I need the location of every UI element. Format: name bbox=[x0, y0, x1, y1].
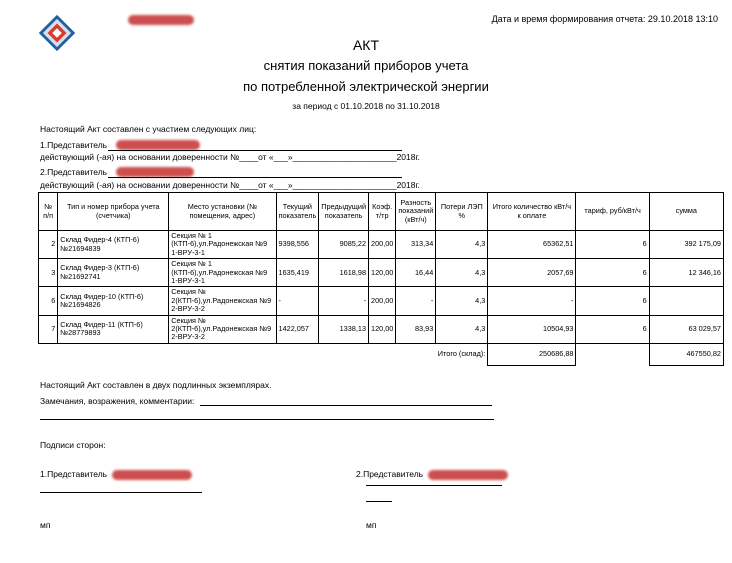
total-label: Итого (склад): bbox=[437, 349, 486, 359]
cell-total: - bbox=[488, 287, 576, 315]
table-row bbox=[39, 315, 724, 343]
document-title: АКТ bbox=[352, 37, 380, 53]
cell-coef: 200,00 bbox=[369, 287, 396, 315]
cell-diff: 313,34 bbox=[396, 231, 436, 259]
total-sum: 467550,82 bbox=[649, 343, 723, 365]
cell-place: Секция № 1 (КТП-6),ул.Радонежская №9 1-ВРУ-3-1 bbox=[169, 231, 276, 259]
cell-current: 9398,556 bbox=[276, 231, 319, 259]
rep1-basis: действующий (-ая) на основании доверенности №____от «___»______________________2018г. bbox=[40, 152, 420, 162]
cell-tariff: 6 bbox=[576, 287, 649, 315]
col-header-number: № п/п bbox=[39, 193, 58, 231]
sign-rep2-line-1 bbox=[366, 485, 502, 486]
cell-coef: 120,00 bbox=[369, 315, 396, 343]
cell-loss: 4,3 bbox=[436, 231, 488, 259]
copies-statement: Настоящий Акт составлен в двух подлинных экземплярах. bbox=[40, 380, 272, 390]
meter-readings-table bbox=[38, 192, 724, 366]
total-kwh: 250686,88 bbox=[488, 343, 576, 365]
cell-number: 3 bbox=[39, 259, 58, 287]
remarks-line-1 bbox=[200, 405, 492, 406]
stamp-place-1: мп bbox=[40, 520, 51, 530]
document-subtitle-2: по потребленной электрической энергии bbox=[243, 79, 489, 94]
col-header-coef: Коэф. т/тр bbox=[369, 193, 396, 231]
cell-meter: Склад Фидер-3 (КТП-6) №21692741 bbox=[58, 259, 169, 287]
intro-line: Настоящий Акт составлен с участием следующих лиц: bbox=[40, 124, 257, 134]
document-subtitle-1: снятия показаний приборов учета bbox=[263, 58, 469, 73]
col-header-diff: Разность показаний (кВт/ч) bbox=[396, 193, 436, 231]
cell-place: Секция № 1 (КТП-6),ул.Радонежская №9 1-ВРУ-3-1 bbox=[169, 259, 276, 287]
cell-place: Секция № 2(КТП-6),ул.Радонежская №9 2-ВРУ-3-2 bbox=[169, 287, 276, 315]
cell-number: 2 bbox=[39, 231, 58, 259]
rep2-label: 2.Представитель bbox=[40, 167, 108, 177]
cell-loss: 4,3 bbox=[436, 315, 488, 343]
cell-diff: - bbox=[396, 287, 436, 315]
sign-rep2-line-2 bbox=[366, 501, 392, 502]
redacted-rep1-name bbox=[116, 140, 200, 150]
cell-current: 1635,419 bbox=[276, 259, 319, 287]
redacted-rep2-name bbox=[116, 167, 194, 177]
cell-place: Секция № 2(КТП-6),ул.Радонежская №9 2-ВРУ-3-2 bbox=[169, 315, 276, 343]
cell-previous: 1338,13 bbox=[319, 315, 369, 343]
table-row bbox=[39, 231, 724, 259]
rep1-name-line bbox=[108, 150, 402, 151]
rep2-basis: действующий (-ая) на основании доверенности №____от «___»______________________2018г. bbox=[40, 180, 420, 190]
sign-rep1-line bbox=[40, 492, 202, 493]
cell-current: 1422,057 bbox=[276, 315, 319, 343]
cell-coef: 120,00 bbox=[369, 259, 396, 287]
cell-diff: 83,93 bbox=[396, 315, 436, 343]
report-period: за период с 01.10.2018 по 31.10.2018 bbox=[292, 101, 440, 111]
cell-number: 7 bbox=[39, 315, 58, 343]
cell-previous: - bbox=[319, 287, 369, 315]
cell-loss: 4,3 bbox=[436, 259, 488, 287]
cell-tariff: 6 bbox=[576, 315, 649, 343]
cell-sum bbox=[649, 287, 723, 315]
rep2-name-line bbox=[108, 177, 402, 178]
cell-loss: 4,3 bbox=[436, 287, 488, 315]
col-header-place: Место установки (№ помещения, адрес) bbox=[169, 193, 276, 231]
table-total-row bbox=[39, 343, 724, 365]
cell-previous: 1618,98 bbox=[319, 259, 369, 287]
cell-coef: 200,00 bbox=[369, 231, 396, 259]
cell-current: - bbox=[276, 287, 319, 315]
col-header-loss: Потери ЛЭП % bbox=[436, 193, 488, 231]
cell-sum: 63 029,57 bbox=[649, 315, 723, 343]
cell-number: 6 bbox=[39, 287, 58, 315]
rep1-label: 1.Представитель bbox=[40, 140, 108, 150]
table-header-row bbox=[39, 193, 724, 231]
table-row bbox=[39, 287, 724, 315]
col-header-sum: сумма bbox=[649, 193, 723, 231]
cell-sum: 12 346,16 bbox=[649, 259, 723, 287]
stamp-place-2: мп bbox=[366, 520, 377, 530]
cell-total: 65362,51 bbox=[488, 231, 576, 259]
remarks-label: Замечания, возражения, комментарии: bbox=[40, 396, 195, 406]
cell-sum: 392 175,09 bbox=[649, 231, 723, 259]
redacted-sign-rep1-name bbox=[112, 470, 192, 480]
cell-meter: Склад Фидер-11 (КТП-6) №28779893 bbox=[58, 315, 169, 343]
table-row bbox=[39, 259, 724, 287]
cell-meter: Склад Фидер-4 (КТП-6) №21694839 bbox=[58, 231, 169, 259]
cell-meter: Склад Фидер-10 (КТП-6) №21694826 bbox=[58, 287, 169, 315]
col-header-previous: Предыдущий показатель bbox=[319, 193, 369, 231]
sign-rep1-label: 1.Представитель bbox=[40, 469, 108, 479]
sign-rep2-label: 2.Представитель bbox=[356, 469, 424, 479]
cell-total: 10504,93 bbox=[488, 315, 576, 343]
col-header-tariff: тариф, руб/кВт/ч bbox=[576, 193, 649, 231]
col-header-meter: Тип и номер прибора учета (счетчика) bbox=[58, 193, 169, 231]
cell-previous: 9085,22 bbox=[319, 231, 369, 259]
redacted-sign-rep2-name bbox=[428, 470, 508, 480]
cell-diff: 16,44 bbox=[396, 259, 436, 287]
cell-tariff: 6 bbox=[576, 259, 649, 287]
col-header-total: Итого количество кВт/ч к оплате bbox=[488, 193, 576, 231]
cell-tariff: 6 bbox=[576, 231, 649, 259]
cell-total: 2057,69 bbox=[488, 259, 576, 287]
remarks-line-2 bbox=[40, 419, 494, 420]
col-header-current: Текущий показатель bbox=[276, 193, 319, 231]
report-generated-datetime: Дата и время формирования отчета: 29.10.2018 13:10 bbox=[491, 14, 718, 24]
signatures-label: Подписи сторон: bbox=[40, 440, 106, 450]
redacted-company-name bbox=[128, 15, 194, 25]
